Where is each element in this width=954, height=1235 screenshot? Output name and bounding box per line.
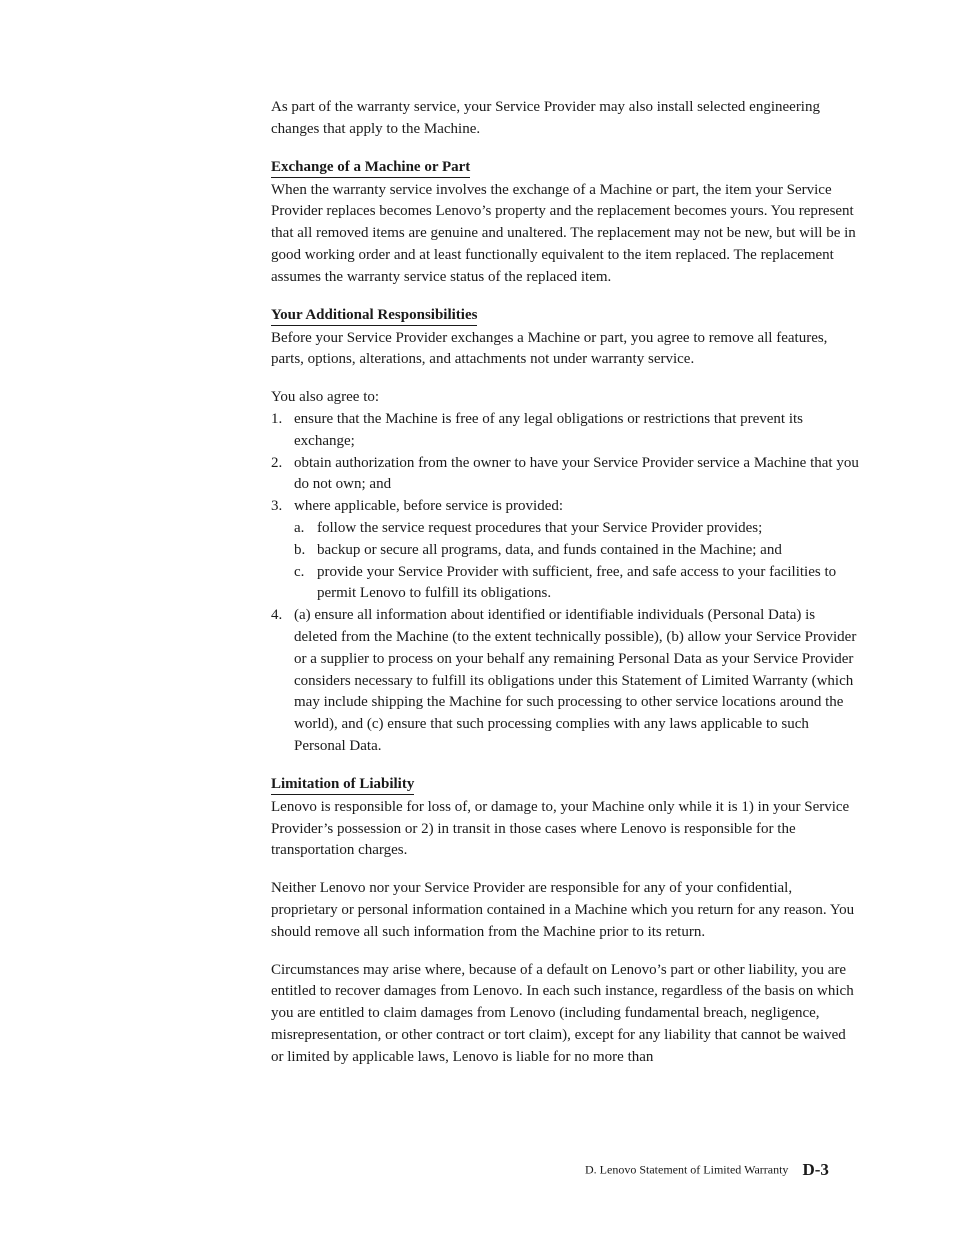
responsibilities-section bbox=[271, 305, 861, 372]
sub-list-item-text: backup or secure all programs, data, and funds contained in the Machine; and bbox=[317, 541, 782, 558]
responsibilities-heading: Your Additional Responsibilities bbox=[271, 306, 477, 326]
sub-list-item bbox=[294, 518, 861, 540]
intro-paragraph: As part of the warranty service, your Service Provider may also install selected engineering changes that apply to the Machine. bbox=[271, 99, 820, 137]
sub-list-item bbox=[294, 540, 861, 562]
exchange-paragraph: When the warranty service involves the exchange of a Machine or part, the item your Service Provider replaces becomes Lenovo’s property and the replacement becomes yours. You represent that all removed items are genuine and unaltered. The replacement may not be new, but will be in good working order and at least functionally equivalent to the item replaced. The replacement assumes the warranty service status of the replaced item. bbox=[271, 181, 856, 285]
exchange-heading: Exchange of a Machine or Part bbox=[271, 158, 470, 178]
list-item bbox=[271, 496, 861, 605]
liability-section bbox=[271, 774, 861, 862]
list-number: 3. bbox=[271, 498, 283, 515]
liability-paragraph-3: Circumstances may arise where, because of a default on Lenovo’s part or other liability, you are entitled to recover damages from Lenovo. In each such instance, regardless of the basis on which you are entitled to claim damages from Lenovo (including fundamental breach, negligence, misrepresentation, or other contract or tort claim), except for any liability that cannot be waived or limited by applicable laws, Lenovo is liable for no more than bbox=[271, 961, 854, 1065]
sub-list bbox=[294, 518, 861, 605]
sub-list-item-text: follow the service request procedures that your Service Provider provides; bbox=[317, 519, 763, 536]
agree-intro: You also agree to: bbox=[271, 389, 380, 406]
page-footer bbox=[585, 1160, 860, 1180]
sub-list-item bbox=[294, 562, 861, 606]
sub-list-item-text: provide your Service Provider with sufficient, free, and safe access to your facilities to permit Lenovo to fulfill its obligations. bbox=[317, 563, 837, 602]
sub-list-letter: c. bbox=[294, 563, 305, 580]
agreement-section bbox=[271, 387, 861, 758]
exchange-section bbox=[271, 157, 861, 289]
list-number: 4. bbox=[271, 607, 283, 624]
list-item bbox=[271, 409, 861, 453]
list-item-text: where applicable, before service is provided: bbox=[294, 498, 564, 515]
list-item-text: (a) ensure all information about identified or identifiable individuals (Personal Data) is deleted from the Machine (to the extent technically possible), (b) allow your Service Provider or a supplier to process on your behalf any remaining Personal Data as your Service Provider considers necessary to fulfill its obligations under this Statement of Limited Warranty (which may include shipping the Machine for such processing to other service locations around the world), and (c) ensure that such processing complies with any laws applicable to such Personal Data. bbox=[294, 607, 857, 754]
list-item bbox=[271, 605, 861, 758]
liability-paragraph-2: Neither Lenovo nor your Service Provider are responsible for any of your confidential, proprietary or personal information contained in a Machine which you return for any reason. You should remove all such information from the Machine prior to its return. bbox=[271, 880, 855, 940]
sub-list-letter: b. bbox=[294, 541, 306, 558]
list-item-text: obtain authorization from the owner to have your Service Provider service a Machine that you do not own; and bbox=[294, 454, 859, 493]
sub-list-letter: a. bbox=[294, 519, 305, 536]
page-number: D-3 bbox=[802, 1160, 829, 1179]
list-number: 1. bbox=[271, 410, 283, 427]
document-page bbox=[271, 97, 861, 1068]
responsibilities-paragraph: Before your Service Provider exchanges a Machine or part, you agree to remove all features, parts, options, alterations, and attachments not under warranty service. bbox=[271, 329, 828, 368]
liability-paragraph-1: Lenovo is responsible for loss of, or damage to, your Machine only while it is 1) in your Service Provider’s possession or 2) in transit in those cases where Lenovo is responsible for the transportation charges. bbox=[271, 798, 850, 859]
footer-title: D. Lenovo Statement of Limited Warranty bbox=[585, 1162, 789, 1177]
list-item bbox=[271, 453, 861, 497]
list-number: 2. bbox=[271, 454, 283, 471]
agreement-list bbox=[271, 409, 861, 758]
list-item-text: ensure that the Machine is free of any legal obligations or restrictions that prevent its exchange; bbox=[294, 410, 804, 449]
liability-heading: Limitation of Liability bbox=[271, 775, 414, 795]
